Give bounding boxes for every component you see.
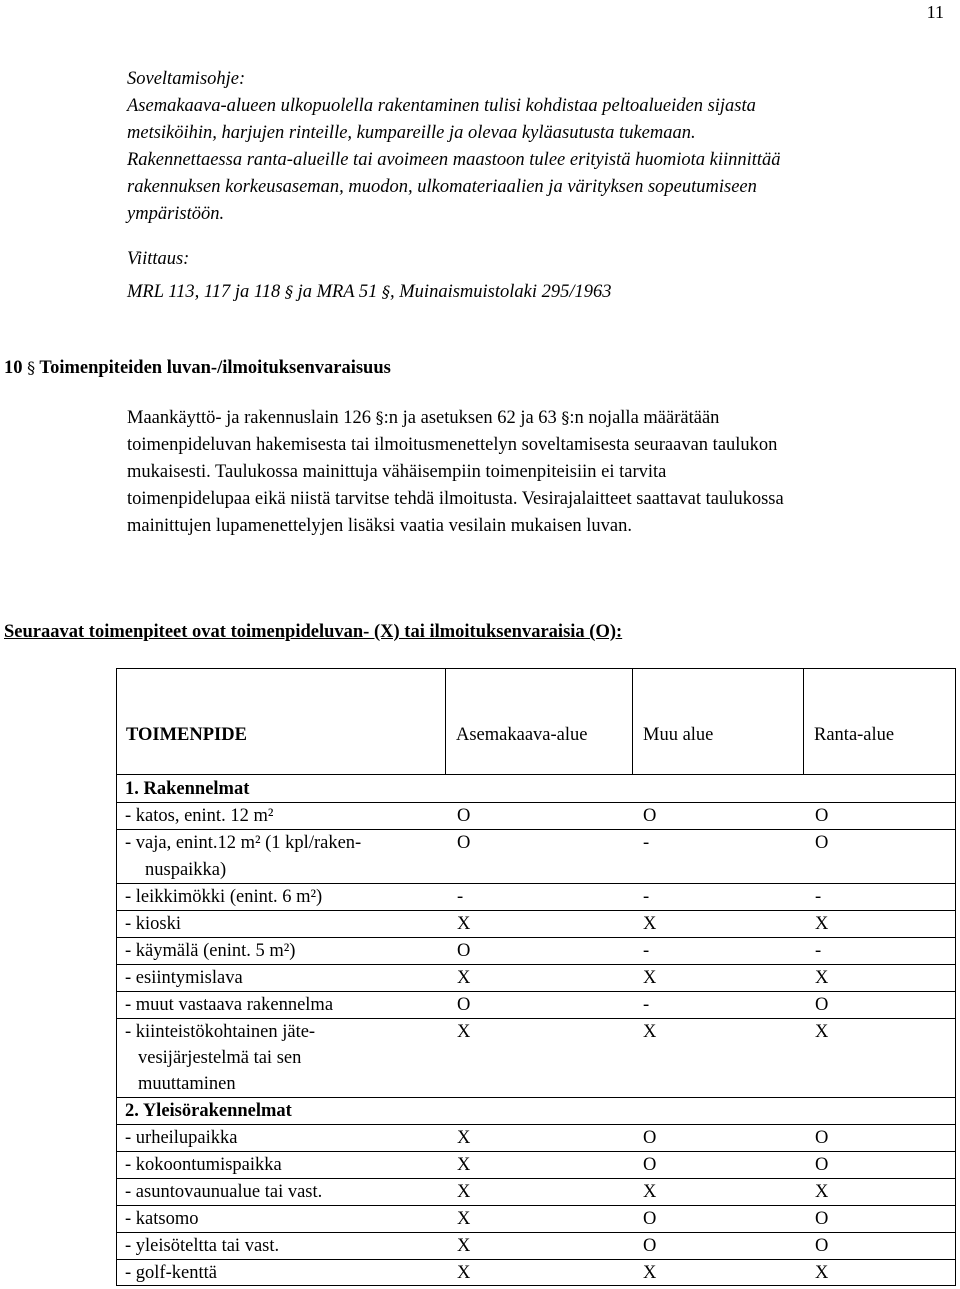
cell-muu: - [643,995,650,1015]
section-body [127,404,947,540]
group-title-row [0,1098,960,1125]
reference-part: MRL 113, 117 ja 118 [127,282,281,302]
body-line: toimenpideluvan hakemisesta tai ilmoitusmenettelyn soveltamisesta seuraavan taulukon [127,435,778,455]
reference-text [127,278,947,306]
section-sign: § [382,282,391,301]
table-divider [803,668,804,775]
table-heading: Seuraavat toimenpiteet ovat toimenpideluvan- (X) tai ilmoituksenvaraisia (O): [4,622,623,642]
reference-label: Viittaus: [127,249,190,269]
cell-ranta: O [815,1155,829,1175]
row-label: - kiinteistökohtainen jäte- [125,1022,316,1042]
cell-asemakaava: X [457,1182,471,1202]
cell-muu: O [643,806,657,826]
reference-part: , Muinaismuistolaki 295/1963 [390,282,612,302]
cell-muu: X [643,1022,657,1042]
cell-muu: X [643,968,657,988]
table-header-rule [116,774,956,775]
row-label: - asuntovaunualue tai vast. [125,1182,323,1202]
row-label-continued: nuspaikka) [145,860,227,880]
cell-asemakaava: X [457,1236,471,1256]
cell-muu: - [643,887,650,907]
cell-muu: - [643,941,650,961]
group-title-row [0,776,960,803]
cell-asemakaava: X [457,1155,471,1175]
row-label: - golf-kenttä [125,1263,217,1283]
body-part: :n ja asetuksen 62 ja 63 [383,408,557,428]
section-sign: § [561,408,570,427]
reference-part: ja MRA 51 [297,282,378,302]
row-label: - vaja, enint.12 m² (1 kpl/raken- [125,833,362,853]
row-label-continued: muuttaminen [138,1074,236,1094]
table-row [0,803,960,830]
cell-asemakaava: X [457,1022,471,1042]
group-title: 2. Yleisörakennelmat [125,1101,292,1121]
body-line: toimenpidelupaa eikä niistä tarvitse tehdä ilmoitusta. Vesirajalaitteet saattavat taulukossa [127,489,784,509]
section-heading [4,354,391,382]
row-label: - urheilupaikka [125,1128,238,1148]
row-label: - katsomo [125,1209,199,1229]
header-ranta: Ranta-alue [814,725,895,745]
table-row [0,1179,960,1206]
row-label: - käymälä (enint. 5 m²) [125,941,296,961]
table-row [0,938,960,965]
cell-ranta: X [815,968,829,988]
header-muu: Muu alue [643,725,714,745]
body-part: :n nojalla määrätään [569,408,720,428]
body-line: mainittujen lupamenettelyjen lisäksi vaatia vesilain mukaisen luvan. [127,516,633,536]
table-divider [445,668,446,775]
table-row [0,1206,960,1233]
row-label: - yleisöteltta tai vast. [125,1236,280,1256]
section-number: 10 [4,358,23,378]
section-sign: § [27,358,36,377]
table-row [0,884,960,911]
cell-ranta: X [815,1182,829,1202]
body-line: mukaisesti. Taulukossa mainittuja vähäisempiin toimenpiteisiin ei tarvita [127,462,667,482]
cell-ranta: O [815,995,829,1015]
table-row [0,965,960,992]
cell-ranta: O [815,1128,829,1148]
cell-muu: O [643,1236,657,1256]
row-label: - kioski [125,914,182,934]
guidance-line: ympäristöön. [127,204,225,224]
guidance-line: metsiköihin, harjujen rinteille, kumpareille ja olevaa kyläasutusta tukemaan. [127,123,696,143]
cell-muu: X [643,1182,657,1202]
guidance-line: Asemakaava-alueen ulkopuolella rakentaminen tulisi kohdistaa peltoalueiden sijasta [127,96,756,116]
cell-asemakaava: X [457,1209,471,1229]
cell-ranta: O [815,1236,829,1256]
row-label: - esiintymislava [125,968,243,988]
cell-asemakaava: O [457,833,471,853]
table-row [0,830,960,857]
table-row [0,1019,960,1046]
table-row [0,1260,960,1287]
cell-muu: X [643,914,657,934]
cell-asemakaava: X [457,968,471,988]
body-line [127,404,947,432]
row-label: - kokoontumispaikka [125,1155,282,1175]
cell-ranta: X [815,1263,829,1283]
section-sign: § [284,282,293,301]
cell-asemakaava: X [457,1263,471,1283]
cell-ranta: O [815,806,829,826]
cell-asemakaava: O [457,995,471,1015]
cell-muu: O [643,1155,657,1175]
cell-ranta: X [815,914,829,934]
cell-ranta: X [815,1022,829,1042]
cell-asemakaava: X [457,914,471,934]
table-row [0,1125,960,1152]
guidance-line: rakennuksen korkeusaseman, muodon, ulkomateriaalien ja värityksen sopeutumiseen [127,177,757,197]
table-row [0,1152,960,1179]
cell-muu: - [643,833,650,853]
group-title: 1. Rakennelmat [125,779,250,799]
section-title: Toimenpiteiden luvan-/ilmoituksenvaraisuus [39,358,391,378]
section-sign: § [375,408,384,427]
cell-ranta: - [815,887,822,907]
header-toimenpide: TOIMENPIDE [126,725,247,745]
header-asemakaava: Asemakaava-alue [456,725,588,745]
table-row [0,1233,960,1260]
cell-ranta: O [815,833,829,853]
cell-asemakaava: O [457,941,471,961]
table-row [0,992,960,1019]
cell-muu: O [643,1209,657,1229]
cell-asemakaava: O [457,806,471,826]
row-label: - katos, enint. 12 m² [125,806,274,826]
cell-muu: X [643,1263,657,1283]
table-divider [632,668,633,775]
guidance-line: Rakennettaessa ranta-alueille tai avoimeen maastoon tulee erityistä huomiota kiinnittää [127,150,781,170]
cell-muu: O [643,1128,657,1148]
guidance-label: Soveltamisohje: [127,69,246,89]
cell-asemakaava: X [457,1128,471,1148]
row-label: - muut vastaava rakennelma [125,995,334,1015]
cell-ranta: - [815,941,822,961]
table-row [0,911,960,938]
row-label: - leikkimökki (enint. 6 m²) [125,887,323,907]
cell-ranta: O [815,1209,829,1229]
body-part: Maankäyttö- ja rakennuslain 126 [127,408,372,428]
cell-asemakaava: - [457,887,464,907]
guidance-block [127,66,947,228]
reference-block [127,246,947,306]
page-number: 11 [926,2,944,22]
row-label-continued: vesijärjestelmä tai sen [138,1048,302,1068]
